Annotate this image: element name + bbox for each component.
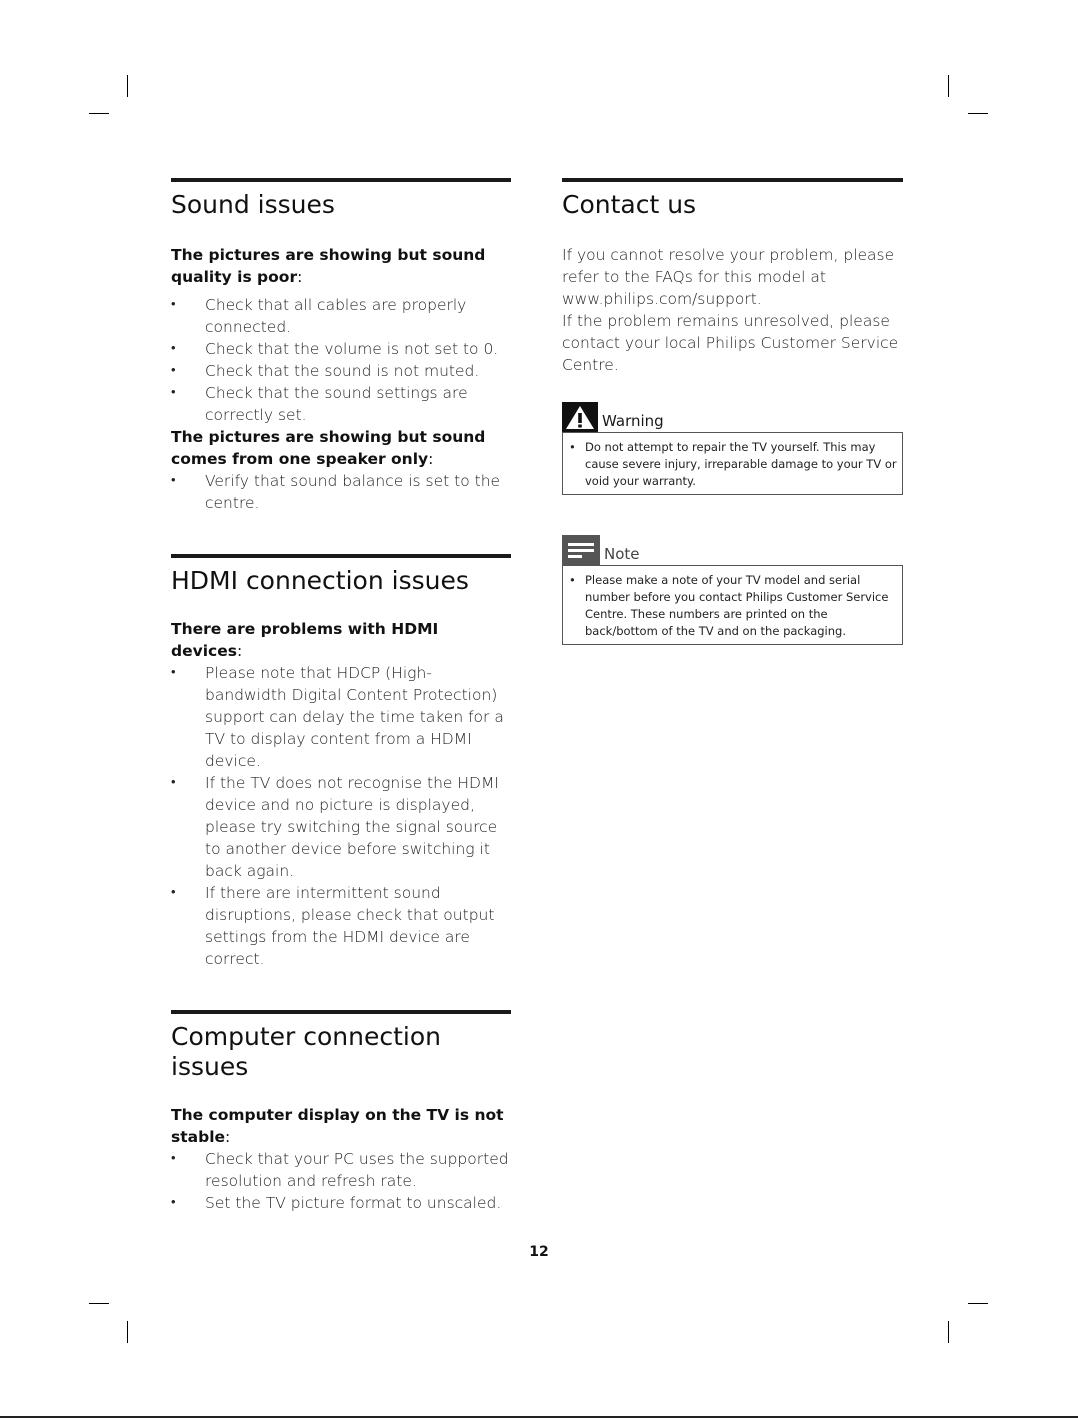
section-title: Sound issues bbox=[171, 190, 335, 219]
crop-mark bbox=[89, 113, 109, 114]
left-column bbox=[171, 178, 511, 1214]
contact-us-section bbox=[562, 178, 903, 376]
list-item: • Check that the sound is not muted. bbox=[171, 360, 511, 382]
page-number: 12 bbox=[529, 1244, 549, 1260]
crop-mark bbox=[968, 113, 988, 114]
section-title: HDMI connection issues bbox=[171, 566, 469, 595]
bullet-list bbox=[171, 662, 511, 970]
note-header bbox=[562, 535, 903, 565]
question-heading: The pictures are showing but sound comes from one speaker only: bbox=[171, 428, 486, 468]
crop-mark bbox=[127, 1321, 128, 1343]
crop-mark bbox=[968, 1303, 988, 1304]
list-item: • Please make a note of your TV model and serial number before you contact Philips Customer Service Centre. These numbers are printed on the back/bottom of the TV and on the packaging. bbox=[567, 572, 898, 640]
section-title: Contact us bbox=[562, 190, 697, 219]
warning-callout bbox=[562, 402, 903, 495]
hdmi-connection-section bbox=[171, 554, 511, 970]
section-rule bbox=[171, 554, 511, 558]
question-heading: The pictures are showing but sound quality is poor: bbox=[171, 246, 486, 286]
section-rule bbox=[171, 178, 511, 182]
crop-mark bbox=[89, 1303, 109, 1304]
warning-triangle-icon bbox=[562, 402, 598, 432]
list-item: • Check that all cables are properly connected. bbox=[171, 294, 511, 338]
question-heading: The computer display on the TV is not stable: bbox=[171, 1106, 504, 1146]
list-item: • Verify that sound balance is set to the centre. bbox=[171, 470, 511, 514]
list-item: • Check that the sound settings are correctly set. bbox=[171, 382, 511, 426]
list-item: • Set the TV picture format to unscaled. bbox=[171, 1192, 511, 1214]
computer-connection-section bbox=[171, 1010, 511, 1214]
section-title: Computer connection issues bbox=[171, 1022, 441, 1081]
list-item: • Please note that HDCP (High-bandwidth Digital Content Protection) support can delay the time taken for a TV to display content from a HDMI device. bbox=[171, 662, 511, 772]
contact-paragraph: If you cannot resolve your problem, please refer to the FAQs for this model at www.philips.com/support. bbox=[562, 246, 895, 308]
list-item: • If the TV does not recognise the HDMI device and no picture is displayed, please try switching the signal source to another device before switching it back again. bbox=[171, 772, 511, 882]
bullet-list bbox=[171, 470, 511, 514]
list-item: • Check that the volume is not set to 0. bbox=[171, 338, 511, 360]
list-item: • Do not attempt to repair the TV yourself. This may cause severe injury, irreparable damage to your TV or void your warranty. bbox=[567, 439, 898, 490]
warning-label: Warning bbox=[602, 412, 664, 430]
note-icon bbox=[562, 535, 600, 565]
section-rule bbox=[171, 1010, 511, 1014]
note-box bbox=[562, 565, 903, 645]
warning-box bbox=[562, 432, 903, 495]
crop-mark bbox=[948, 1321, 949, 1343]
crop-mark bbox=[948, 75, 949, 97]
section-rule bbox=[562, 178, 903, 182]
list-item: • If there are intermittent sound disruptions, please check that output settings from the HDMI device are correct. bbox=[171, 882, 511, 970]
note-label: Note bbox=[604, 545, 640, 563]
list-item: • Check that your PC uses the supported resolution and refresh rate. bbox=[171, 1148, 511, 1192]
sound-issues-section bbox=[171, 178, 511, 514]
note-callout bbox=[562, 535, 903, 645]
question-heading: There are problems with HDMI devices: bbox=[171, 620, 439, 660]
right-column bbox=[562, 178, 903, 645]
crop-mark bbox=[127, 75, 128, 97]
bullet-list bbox=[171, 1148, 511, 1214]
warning-header bbox=[562, 402, 903, 432]
contact-paragraph: If the problem remains unresolved, please contact your local Philips Customer Service Centre. bbox=[562, 312, 899, 374]
bullet-list bbox=[171, 294, 511, 426]
